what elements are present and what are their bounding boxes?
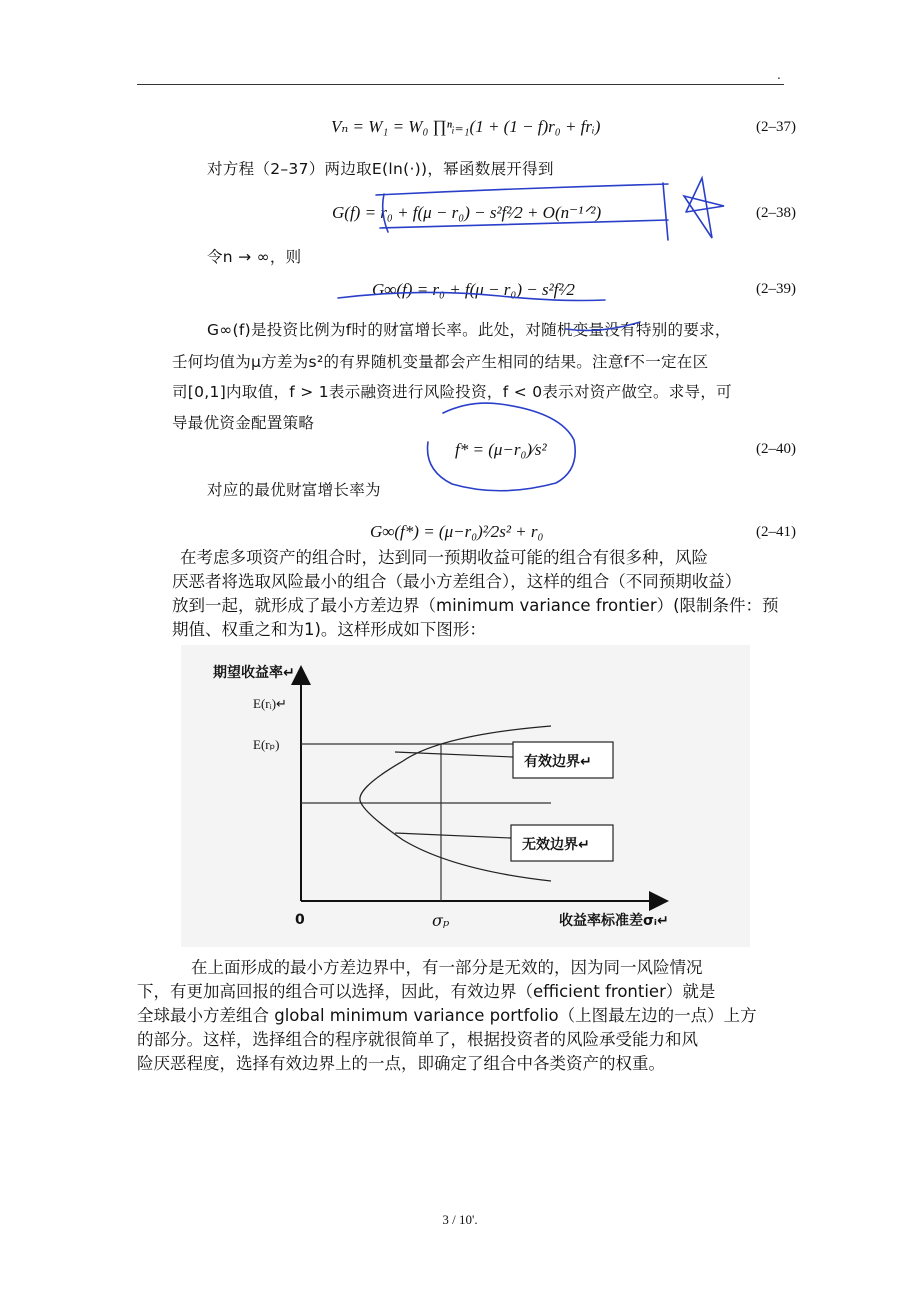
x-axis-title: 收益率标准差σᵢ↵ xyxy=(559,913,669,929)
text-line-1: 对方程（2–37）两边取E(ln(·))，幂函数展开得到 xyxy=(207,160,554,178)
paragraph-1 xyxy=(172,546,779,642)
equation-2-39: G∞(f) = r₀ + f(μ − r₀) − s²f²⁄2 xyxy=(372,280,575,299)
equation-2-41: G∞(f*) = (μ−r₀)²⁄2s² + r₀ xyxy=(370,522,544,541)
inefficient-pointer xyxy=(395,833,511,838)
text-line-2: 令n → ∞，则 xyxy=(207,248,302,266)
text-line-3: G∞(f)是投资比例为f时的财富增长率。此处，对随机变量没有特别的要求， xyxy=(207,321,731,339)
equation-number-2-38: (2–38) xyxy=(756,205,796,221)
paragraph-1-line: 在考虑多项资产的组合时，达到同一预期收益可能的组合有很多种，风险 xyxy=(180,548,708,567)
star-doodle-icon xyxy=(684,178,724,238)
paragraph-1-line: 期值、权重之和为1)。这样形成如下图形： xyxy=(172,620,486,639)
text-line-7: 对应的最优财富增长率为 xyxy=(207,481,381,499)
frontier-diagram xyxy=(181,645,750,947)
efficient-pointer xyxy=(395,752,513,757)
equation-2-37: Vₙ = W₁ = W₀ ∏ⁿᵢ₌₁(1 + (1 − f)r₀ + frᵢ) xyxy=(331,117,601,136)
header-mark: . xyxy=(777,68,781,82)
efficient-frontier-label: 有效边界↵ xyxy=(524,754,592,770)
paragraph-1-line: 厌恶者将选取风险最小的组合（最小方差组合），这样的组合（不同预期收益） xyxy=(172,572,742,591)
y-tick-ri: E(rᵢ)↵ xyxy=(253,696,287,711)
paragraph-2 xyxy=(137,956,757,1076)
x-tick-sigma-p: σₚ xyxy=(432,911,450,930)
y-axis-title: 期望收益率↵ xyxy=(213,665,295,681)
ink-stroke-top-238 xyxy=(376,184,668,195)
paragraph-2-line: 的部分。这样，选择组合的程序就很简单了，根据投资者的风险承受能力和风 xyxy=(137,1030,698,1049)
equation-2-40: f* = (μ−r₀)⁄s² xyxy=(455,440,547,459)
equation-number-2-41: (2–41) xyxy=(756,524,796,540)
paragraph-2-line: 险厌恶程度，选择有效边界上的一点，即确定了组合中各类资产的权重。 xyxy=(137,1054,665,1073)
paragraph-2-line: 下，有更加高回报的组合可以选择，因此，有效边界（efficient frontier）就是 xyxy=(137,982,716,1001)
equation-number-2-39: (2–39) xyxy=(756,281,796,297)
x-origin-label: 0 xyxy=(295,912,305,928)
equation-number-2-37: (2–37) xyxy=(756,119,796,135)
paragraph-2-line: 全球最小方差组合 global minimum variance portfolio（上图最左边的一点）上方 xyxy=(137,1006,757,1025)
frontier-diagram-svg xyxy=(181,645,750,947)
y-tick-rp: E(rₚ) xyxy=(253,737,280,752)
equation-2-38: G(f) = r₀ + f(μ − r₀) − s²f²⁄2 + O(n⁻¹ᐟ²) xyxy=(332,203,602,222)
inefficient-frontier-label: 无效边界↵ xyxy=(522,837,590,853)
header-rule xyxy=(137,84,784,85)
text-line-4: 壬何均值为μ方差为s²的有界随机变量都会产生相同的结果。注意f不一定在区 xyxy=(172,353,709,371)
ink-bar-238 xyxy=(663,183,668,240)
equation-number-2-40: (2–40) xyxy=(756,441,796,457)
text-line-5: 司[0,1]内取值，f > 1表示融资进行风险投资，f < 0表示对资产做空。求导，可 xyxy=(172,383,732,401)
text-line-6: 导最优资金配置策略 xyxy=(172,414,315,432)
paragraph-1-line: 放到一起，就形成了最小方差边界（minimum variance frontier）(限制条件：预 xyxy=(172,596,779,615)
page-footer: 3 / 10'. xyxy=(442,1212,478,1227)
paragraph-2-line: 在上面形成的最小方差边界中，有一部分是无效的，因为同一风险情况 xyxy=(191,958,703,977)
